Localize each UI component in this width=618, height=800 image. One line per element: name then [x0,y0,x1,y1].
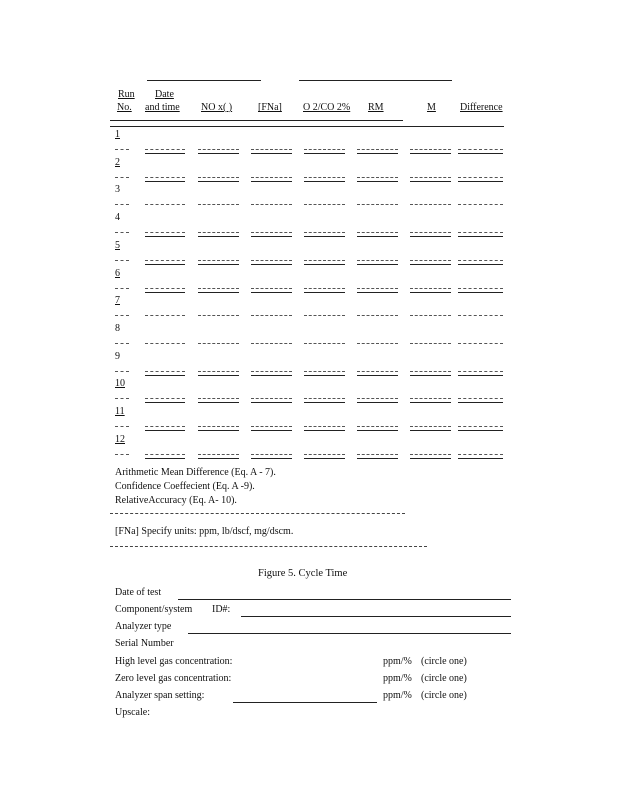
cell-underline [304,375,345,376]
cell-blank-field[interactable] [198,260,239,261]
cell-blank-field[interactable] [357,177,398,178]
header-blank-1 [147,80,261,81]
cell-blank-field[interactable] [251,454,292,455]
run-number-dash [115,343,129,344]
cell-underline [198,181,239,182]
id-label: ID#: [212,604,231,615]
run-number-dash [115,232,129,233]
cell-underline [357,236,398,237]
col-difference-label: Difference [460,102,503,113]
cell-underline [458,458,503,459]
cell-blank-field[interactable] [357,204,398,205]
run-number-dash [115,371,129,372]
run-number-dash [115,204,129,205]
run-number-dash [115,177,129,178]
col-date-label: Date [155,89,174,100]
col-nox-label: NO x( ) [201,102,233,113]
cell-blank-field[interactable] [198,288,239,289]
cell-blank-field[interactable] [410,232,451,233]
high-circle-label: (circle one) [421,656,467,667]
cell-underline [304,264,345,265]
run-number-5: 5 [115,239,120,251]
cell-blank-field[interactable] [304,371,345,372]
cell-underline [410,236,451,237]
col-time-label: and time [145,102,180,113]
upscale-label: Upscale: [115,707,150,718]
run-number-3: 3 [115,184,120,196]
cell-blank-field[interactable] [304,288,345,289]
cell-blank-field[interactable] [251,232,292,233]
zero-circle-label: (circle one) [421,673,467,684]
cell-blank-field[interactable] [251,204,292,205]
cell-underline [145,236,185,237]
cell-underline [458,153,503,154]
figure-title: Figure 5. Cycle Time [258,568,348,579]
cell-blank-field[interactable] [410,343,451,344]
cell-underline [410,402,451,403]
cell-blank-field[interactable] [198,371,239,372]
cell-underline [458,292,503,293]
cell-blank-field[interactable] [458,398,503,399]
cell-underline [304,402,345,403]
run-number-12: 12 [115,433,125,445]
cell-blank-field[interactable] [251,371,292,372]
cell-underline [145,153,185,154]
cell-underline [357,402,398,403]
run-number-6: 6 [115,267,120,279]
header-rule-2 [110,126,504,127]
cell-blank-field[interactable] [251,288,292,289]
cell-blank-field[interactable] [410,177,451,178]
cell-underline [357,264,398,265]
cell-blank-field[interactable] [198,177,239,178]
cell-blank-field[interactable] [198,149,239,150]
cell-blank-field[interactable] [458,426,503,427]
date-of-test-field[interactable] [178,599,511,600]
cell-underline [145,264,185,265]
cell-blank-field[interactable] [251,177,292,178]
cell-blank-field[interactable] [410,149,451,150]
cell-blank-field[interactable] [357,315,398,316]
run-number-dash [115,454,129,455]
cell-underline [357,153,398,154]
cell-blank-field[interactable] [410,426,451,427]
cell-underline [145,181,185,182]
cell-underline [410,430,451,431]
col-m-label: M [427,102,436,113]
cell-underline [304,236,345,237]
cell-blank-field[interactable] [458,177,503,178]
units-rule [110,546,427,547]
cell-blank-field[interactable] [410,315,451,316]
run-number-dash [115,260,129,261]
cell-blank-field[interactable] [304,454,345,455]
analyzer-type-field[interactable] [188,633,511,634]
cell-blank-field[interactable] [145,177,185,178]
col-run-no-label: No. [117,102,132,113]
cell-blank-field[interactable] [145,343,185,344]
cell-underline [198,236,239,237]
date-of-test-label: Date of test [115,587,162,598]
cell-blank-field[interactable] [304,426,345,427]
cell-underline [410,264,451,265]
cell-blank-field[interactable] [458,454,503,455]
run-number-11: 11 [115,406,125,417]
cell-blank-field[interactable] [251,426,292,427]
cell-blank-field[interactable] [458,149,503,150]
cell-underline [357,430,398,431]
cell-blank-field[interactable] [145,204,185,205]
span-circle-label: (circle one) [421,690,467,701]
cell-underline [198,264,239,265]
cell-blank-field[interactable] [251,398,292,399]
cell-underline [410,181,451,182]
run-number-dash [115,288,129,289]
stats-rule [110,513,405,514]
high-level-label: High level gas concentration: [115,656,233,667]
cell-underline [251,430,292,431]
span-setting-label: Analyzer span setting: [115,690,205,701]
cell-blank-field[interactable] [145,371,185,372]
cell-blank-field[interactable] [357,149,398,150]
cell-blank-field[interactable] [145,149,185,150]
cell-underline [145,458,185,459]
cell-underline [198,458,239,459]
run-number-2: 2 [115,156,120,168]
col-o2co2-label: O 2/CO 2% [303,102,351,113]
high-ppm-label: ppm/% [383,656,412,667]
span-ppm-label: ppm/% [383,690,412,701]
cell-blank-field[interactable] [410,371,451,372]
cell-underline [410,375,451,376]
cell-underline [357,292,398,293]
cell-blank-field[interactable] [458,371,503,372]
cell-underline [410,153,451,154]
run-number-9: 9 [115,350,120,362]
cell-underline [458,236,503,237]
cell-blank-field[interactable] [357,371,398,372]
cell-blank-field[interactable] [458,315,503,316]
cell-blank-field[interactable] [458,343,503,344]
header-blank-2 [299,80,452,81]
cell-blank-field[interactable] [357,454,398,455]
cell-blank-field[interactable] [145,232,185,233]
cell-underline [198,402,239,403]
cell-blank-field[interactable] [410,204,451,205]
col-run-label: Run [118,89,135,100]
cell-blank-field[interactable] [145,398,185,399]
cell-underline [251,181,292,182]
confidence-coefficient-label: Confidence Coeffecient (Eq. A -9). [115,481,255,492]
component-system-label: Component/system [115,604,193,615]
run-number-1: 1 [115,129,120,140]
cell-blank-field[interactable] [410,288,451,289]
run-number-10: 10 [115,378,125,390]
cell-underline [304,430,345,431]
cell-underline [304,181,345,182]
cell-blank-field[interactable] [304,315,345,316]
run-number-7: 7 [115,295,120,307]
cell-blank-field[interactable] [357,398,398,399]
cell-blank-field[interactable] [304,260,345,261]
cell-blank-field[interactable] [357,232,398,233]
cell-underline [251,292,292,293]
cell-underline [198,153,239,154]
cell-underline [458,264,503,265]
cell-underline [145,430,185,431]
cell-blank-field[interactable] [198,454,239,455]
cell-blank-field[interactable] [304,232,345,233]
cell-blank-field[interactable] [458,260,503,261]
cell-underline [145,375,185,376]
cell-underline [251,402,292,403]
cell-underline [145,402,185,403]
units-note: [FNa] Specify units: ppm, lb/dscf, mg/dscm. [115,526,294,537]
col-fna-label: [FNa] [258,102,282,113]
cell-blank-field[interactable] [458,204,503,205]
cell-blank-field[interactable] [145,315,185,316]
cell-blank-field[interactable] [410,398,451,399]
cell-blank-field[interactable] [145,288,185,289]
cell-underline [458,181,503,182]
cell-blank-field[interactable] [198,398,239,399]
cell-blank-field[interactable] [410,260,451,261]
analyzer-type-label: Analyzer type [115,621,172,632]
run-number-dash [115,398,129,399]
cell-underline [251,236,292,237]
cell-underline [145,292,185,293]
run-number-4: 4 [115,212,120,224]
cell-underline [251,458,292,459]
cell-blank-field[interactable] [304,398,345,399]
span-setting-field[interactable] [233,702,377,703]
mean-difference-label: Arithmetic Mean Difference (Eq. A - 7). [115,467,276,478]
cell-blank-field[interactable] [198,343,239,344]
run-number-8: 8 [115,322,120,334]
relative-accuracy-label: RelativeAccuracy (Eq. A- 10). [115,495,237,506]
cell-blank-field[interactable] [145,454,185,455]
cell-blank-field[interactable] [357,260,398,261]
cell-underline [251,264,292,265]
cell-underline [198,292,239,293]
cell-blank-field[interactable] [251,260,292,261]
cell-blank-field[interactable] [198,232,239,233]
run-number-dash [115,149,129,150]
cell-blank-field[interactable] [145,426,185,427]
header-rule-1 [110,120,403,121]
zero-level-label: Zero level gas concentration: [115,673,232,684]
cell-blank-field[interactable] [145,260,185,261]
cell-underline [304,153,345,154]
cell-blank-field[interactable] [304,177,345,178]
component-id-field[interactable] [241,616,511,617]
cell-blank-field[interactable] [357,343,398,344]
cell-blank-field[interactable] [458,288,503,289]
cell-underline [304,458,345,459]
serial-number-label: Serial Number [115,638,174,649]
cell-underline [357,458,398,459]
cell-blank-field[interactable] [304,149,345,150]
cell-blank-field[interactable] [198,204,239,205]
cell-blank-field[interactable] [410,454,451,455]
cell-blank-field[interactable] [357,288,398,289]
cell-underline [357,181,398,182]
cell-underline [458,430,503,431]
cell-underline [458,375,503,376]
cell-underline [198,430,239,431]
zero-ppm-label: ppm/% [383,673,412,684]
col-rm-label: RM [368,102,384,113]
cell-blank-field[interactable] [458,232,503,233]
cell-blank-field[interactable] [251,149,292,150]
cell-underline [357,375,398,376]
cell-underline [251,375,292,376]
cell-underline [458,402,503,403]
cell-underline [304,292,345,293]
cell-blank-field[interactable] [251,343,292,344]
cell-blank-field[interactable] [357,426,398,427]
cell-underline [410,292,451,293]
cell-underline [410,458,451,459]
cell-underline [198,375,239,376]
cell-blank-field[interactable] [198,426,239,427]
cell-blank-field[interactable] [304,204,345,205]
cell-blank-field[interactable] [251,315,292,316]
cell-underline [251,153,292,154]
run-number-dash [115,426,129,427]
cell-blank-field[interactable] [198,315,239,316]
cell-blank-field[interactable] [304,343,345,344]
run-number-dash [115,315,129,316]
